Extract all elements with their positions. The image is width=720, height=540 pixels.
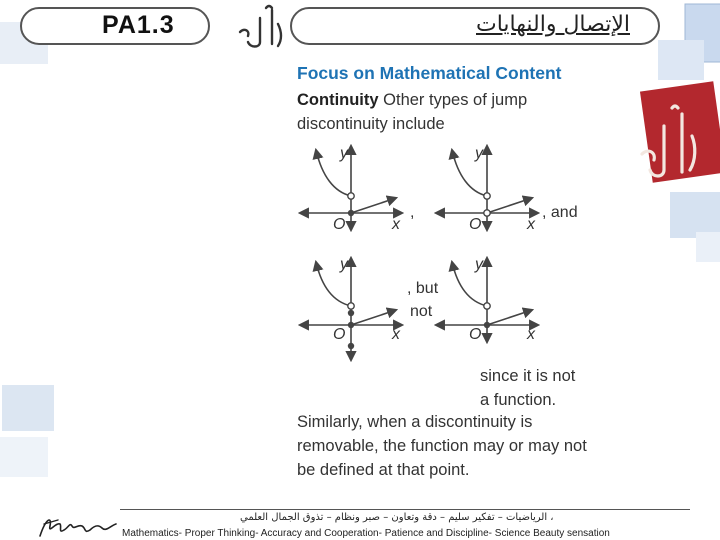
intro-line-2: discontinuity include [297, 115, 445, 133]
similarly-line-1: Similarly, when a discontinuity is [297, 413, 533, 431]
g4-origin-label: O [469, 326, 482, 343]
g1-y-label: y [340, 145, 348, 162]
continuity-label: Continuity [297, 91, 379, 109]
g4-x-label: x [527, 326, 535, 343]
g2-y-label: y [475, 145, 483, 162]
signature-icon [36, 514, 120, 540]
focus-title: Focus on Mathematical Content [297, 63, 562, 83]
g4-y-label: y [475, 256, 483, 273]
g2-x-label: x [527, 216, 535, 233]
footer-arabic: ، الرياضيات – تفكير سليم – دقة وتعاون – صبر ونظام – تذوق الجمال العلمي [240, 512, 554, 523]
pa-code: PA1.3 [102, 11, 175, 39]
intro-line-1-rest: Other types of jump [378, 91, 528, 109]
iqra-logo-right [612, 90, 720, 200]
since-line-2: a function. [480, 391, 557, 409]
footer-english: Mathematics- Proper Thinking- Accuracy and Cooperation- Patience and Discipline- Science Beauty sensation [122, 528, 610, 539]
similarly-line-3: be defined at that point. [297, 461, 470, 479]
but-label: , but [407, 280, 439, 297]
similarly-line-2: removable, the function may or may not [297, 437, 587, 455]
footer-divider [120, 509, 690, 510]
left-decoration [0, 0, 60, 540]
comma-label: , [410, 204, 415, 221]
g3-origin-label: O [333, 326, 346, 343]
g1-x-label: x [392, 216, 400, 233]
g3-y-label: y [340, 256, 348, 273]
and-label: , and [542, 204, 578, 221]
g3-x-label: x [392, 326, 400, 343]
arabic-title: الإتصال والنهايات [476, 12, 630, 37]
g1-origin-label: O [333, 216, 346, 233]
intro-line-1 [297, 88, 527, 112]
not-label: not [410, 303, 433, 320]
right-decoration [640, 0, 720, 540]
graph-3 [296, 254, 408, 364]
iqra-logo-top [228, 2, 288, 52]
g2-origin-label: O [469, 216, 482, 233]
since-line-1: since it is not [480, 367, 576, 385]
